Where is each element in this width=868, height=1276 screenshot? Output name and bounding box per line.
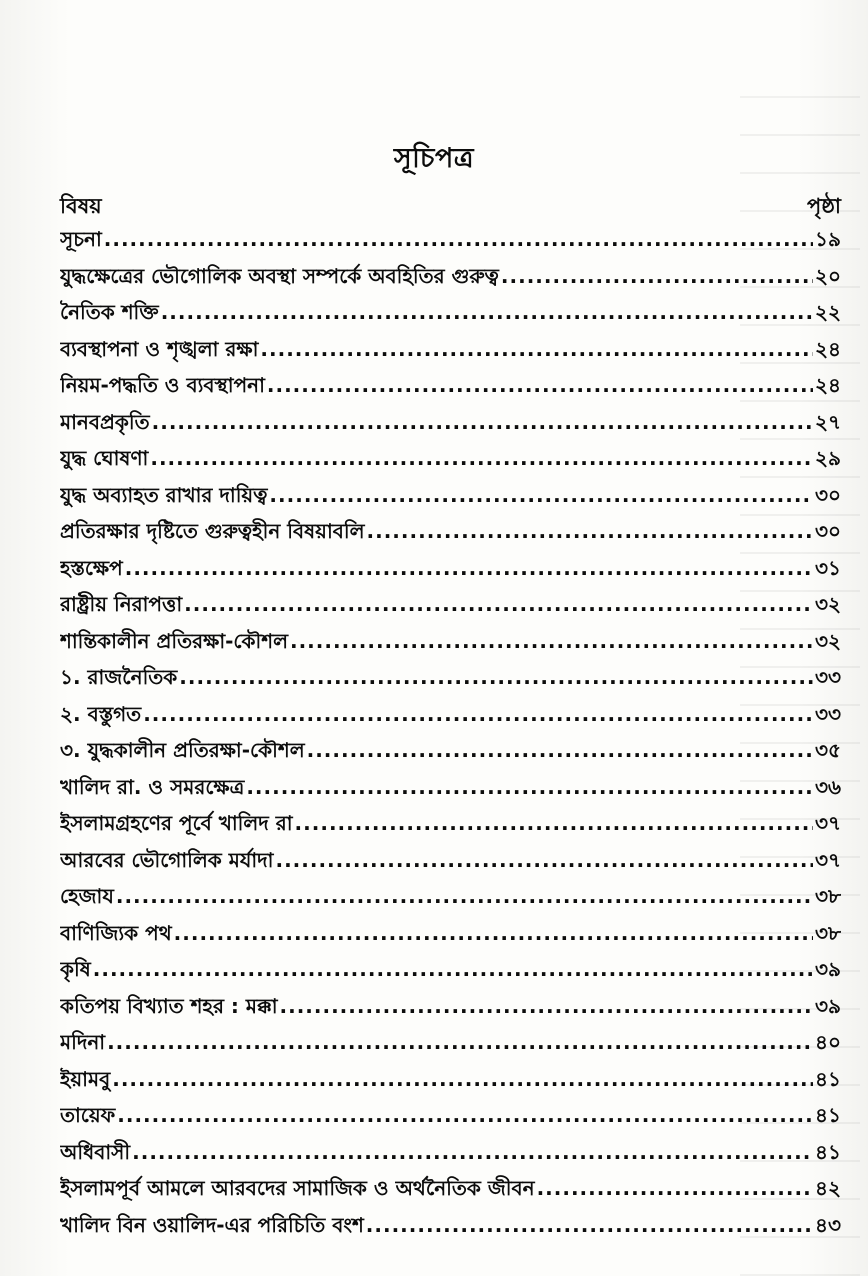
toc-entry-title: যুদ্ধ ঘোষণা (60, 446, 149, 470)
toc-entry (60, 1211, 841, 1248)
toc-entry-title: বাণিজ্যিক পথ (60, 920, 172, 945)
dot-leader (537, 1176, 813, 1200)
toc-entry-page: ২৯ (815, 446, 841, 470)
toc-entry-title: ইসলামপূর্ব আমলে আরবদের সামাজিক ও অর্থনৈতিক জীবন (60, 1176, 535, 1200)
dot-leader (143, 702, 813, 726)
toc-entry-title: ২. বস্তুগত (60, 701, 142, 726)
toc-header (60, 190, 841, 224)
toc-entry-page: ৩২ (814, 592, 841, 616)
toc-entry-page: ২০ (814, 263, 841, 288)
dot-leader (125, 556, 813, 580)
toc-entry-page: ৩৩ (814, 665, 841, 689)
toc-entry-page: ৪১ (815, 1103, 841, 1127)
toc-entry-page: ২৪ (815, 373, 841, 397)
dot-leader (112, 1067, 813, 1091)
toc-entry (60, 335, 841, 372)
toc-entry (60, 663, 841, 700)
toc-entry-title: প্রতিরক্ষার দৃষ্টিতে গুরুত্বহীন বিষয়াবলি (60, 519, 365, 543)
table-of-contents (60, 225, 841, 1247)
toc-entry-title: ৩. যুদ্ধকালীন প্রতিরক্ষা-কৌশল (60, 738, 305, 762)
toc-entry (60, 919, 841, 956)
toc-entry-page: ২২ (814, 300, 841, 324)
dot-leader (107, 1030, 813, 1054)
toc-entry-title: মদিনা (60, 1030, 106, 1054)
toc-entry-title: তায়েফ (60, 1103, 116, 1127)
topic-column-label: বিষয় (60, 194, 102, 218)
toc-entry (60, 408, 841, 445)
page-column-label: পৃষ্ঠা (806, 194, 841, 218)
toc-entry (60, 992, 841, 1029)
dot-leader (104, 227, 813, 251)
dot-leader (269, 483, 813, 507)
toc-entry (60, 517, 841, 554)
dot-leader (93, 957, 813, 981)
toc-entry-title: নৈতিক শক্তি (60, 300, 159, 324)
toc-entry-page: ৩২ (814, 628, 841, 653)
toc-entry-title: ইসলামগ্রহণের পূর্বে খালিদ রা (60, 811, 293, 835)
dot-leader (150, 446, 813, 470)
toc-entry-page: ৪২ (815, 1176, 841, 1200)
dot-leader (152, 410, 813, 434)
dot-leader (267, 373, 813, 397)
toc-entry-title: আরবের ভৌগোলিক মর্যাদা (60, 847, 274, 872)
toc-entry-title: সূচনা (60, 227, 102, 251)
dot-leader (117, 1103, 813, 1127)
toc-entry-page: ৩৮ (815, 884, 841, 908)
dot-leader (174, 921, 813, 945)
toc-entry (60, 846, 841, 883)
toc-entry-page: ৩৮ (815, 920, 841, 945)
toc-entry-title: শান্তিকালীন প্রতিরক্ষা-কৌশল (60, 628, 288, 653)
toc-entry (60, 955, 841, 992)
toc-entry-page: ৩৭ (814, 811, 841, 835)
toc-entry (60, 481, 841, 518)
toc-entry-title: যুদ্ধক্ষেত্রের ভৌগোলিক অবস্থা সম্পর্কে অবহিতির গুরুত্ব (60, 263, 499, 288)
toc-entry (60, 882, 841, 919)
toc-entry-title: খালিদ রা. ও সমরক্ষেত্র (60, 774, 245, 799)
toc-entry-title: মানবপ্রকৃতি (60, 409, 150, 434)
page-title: সূচিপত্র (393, 143, 475, 174)
toc-entry (60, 298, 841, 335)
toc-entry-page: ৪১ (815, 1066, 841, 1091)
toc-entry (60, 1174, 841, 1211)
toc-entry-page: ৩৭ (814, 847, 841, 872)
toc-entry-title: রাষ্ট্রীয় নিরাপত্তা (60, 592, 183, 616)
dot-leader (295, 811, 813, 835)
dot-leader (260, 337, 813, 361)
toc-entry (60, 371, 841, 408)
toc-entry-title: হস্তক্ষেপ (60, 555, 123, 580)
toc-entry (60, 262, 841, 299)
toc-entry-page: ২৪ (815, 336, 841, 361)
dot-leader (275, 848, 813, 872)
toc-entry-title: হেজায (60, 884, 114, 908)
toc-entry-page: ৪০ (815, 1030, 841, 1054)
toc-entry-page: ৩১ (815, 555, 841, 580)
toc-entry-page: ৩৬ (814, 774, 841, 799)
toc-entry-page: ২৭ (814, 409, 841, 434)
toc-entry-page: ৩৯ (815, 993, 841, 1018)
toc-entry-page: ৩৩ (814, 701, 841, 726)
dot-leader (179, 665, 813, 689)
toc-entry (60, 225, 841, 262)
toc-entry-title: ১. রাজনৈতিক (60, 665, 178, 689)
toc-entry-title: ইয়ামবু (60, 1066, 111, 1091)
dot-leader (307, 738, 813, 762)
toc-entry (60, 627, 841, 664)
toc-entry (60, 809, 841, 846)
toc-entry (60, 1138, 841, 1175)
toc-entry-page: ৪৩ (815, 1212, 841, 1237)
dot-leader (366, 1213, 813, 1237)
toc-entry (60, 444, 841, 481)
dot-leader (132, 1140, 813, 1164)
dot-leader (116, 884, 813, 908)
toc-entry (60, 773, 841, 810)
toc-entry-page: ৩৯ (815, 957, 841, 981)
toc-entry-page: ১৯ (815, 227, 841, 251)
toc-entry (60, 1101, 841, 1138)
toc-entry-page: ৩০ (814, 482, 841, 507)
toc-entry (60, 736, 841, 773)
toc-entry-title: খালিদ বিন ওয়ালিদ-এর পরিচিতি বংশ (60, 1212, 364, 1237)
toc-entry-title: কতিপয় বিখ্যাত শহর : মক্কা (60, 993, 278, 1018)
toc-entry-title: অধিবাসী (60, 1139, 131, 1164)
toc-entry-page: ৪১ (815, 1139, 841, 1164)
toc-entry-page: ৩৫ (815, 738, 841, 762)
toc-entry-title: যুদ্ধ অব্যাহত রাখার দায়িত্ব (60, 482, 268, 507)
dot-leader (161, 300, 813, 324)
toc-entry-page: ৩০ (814, 519, 841, 543)
toc-entry (60, 1065, 841, 1102)
toc-entry (60, 1028, 841, 1065)
toc-entry (60, 590, 841, 627)
toc-entry (60, 700, 841, 737)
dot-leader (501, 264, 813, 288)
toc-entry (60, 554, 841, 591)
toc-entry-title: কৃষি (60, 957, 91, 981)
dot-leader (184, 592, 813, 616)
dot-leader (246, 775, 813, 799)
dot-leader (280, 994, 814, 1018)
dot-leader (367, 519, 813, 543)
toc-entry-title: নিয়ম-পদ্ধতি ও ব্যবস্থাপনা (60, 373, 265, 397)
toc-entry-title: ব্যবস্থাপনা ও শৃঙ্খলা রক্ষা (60, 336, 259, 361)
dot-leader (290, 629, 813, 653)
